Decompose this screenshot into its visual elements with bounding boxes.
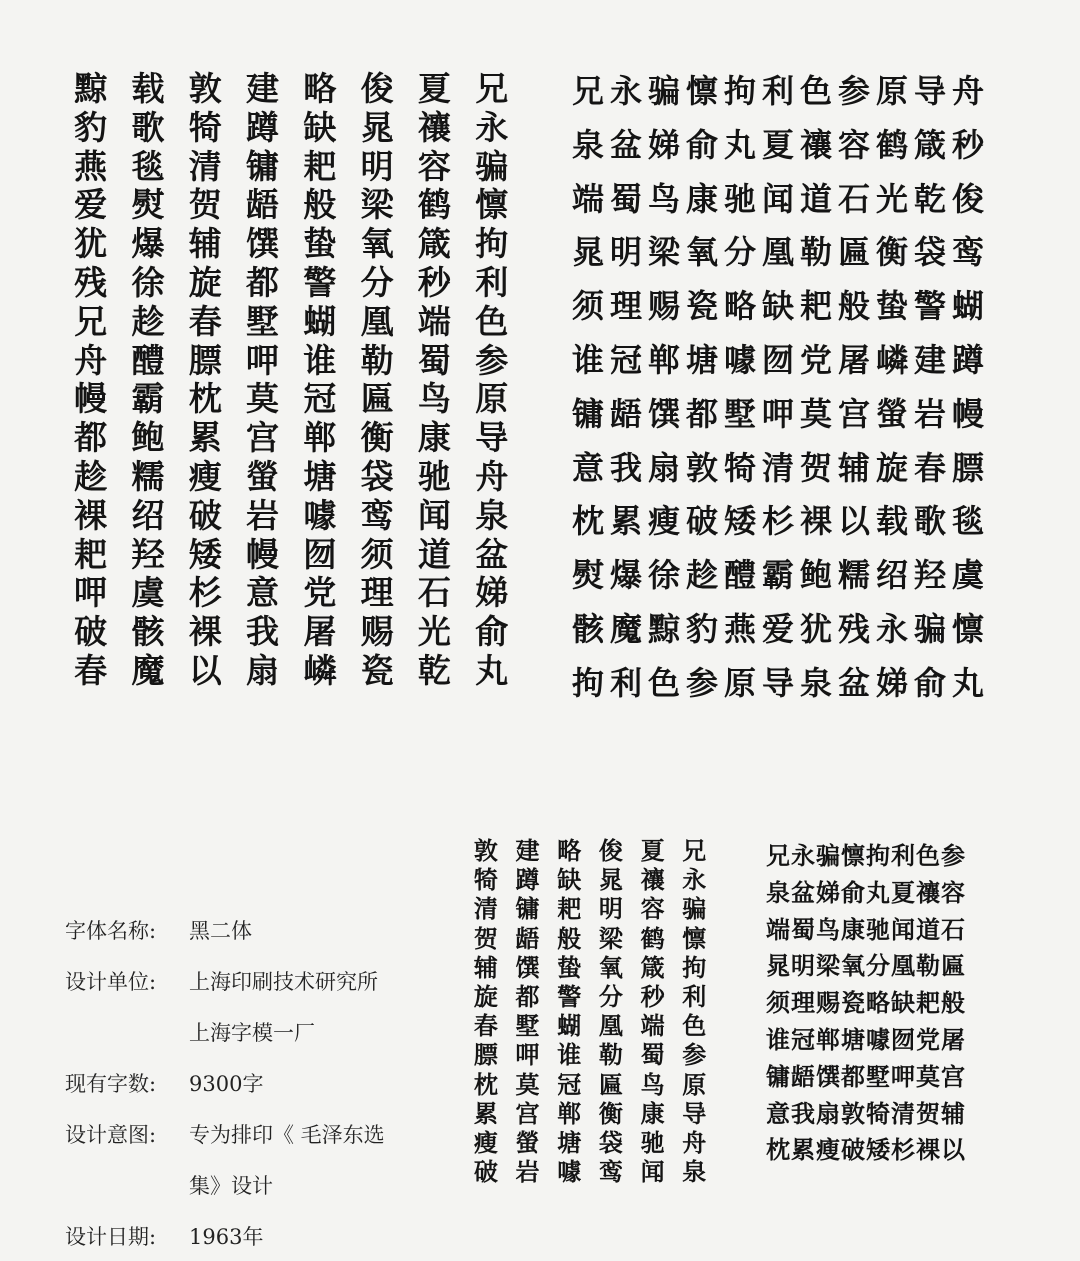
top-left-vertical-specimen — [62, 70, 520, 691]
specimen-glyph: 莫 — [515, 1070, 540, 1099]
specimen-glyph: 羟 — [131, 534, 165, 574]
specimen-glyph: 舟 — [74, 340, 108, 380]
specimen-glyph: 夏 — [640, 837, 665, 865]
specimen-glyph: 墅 — [515, 1012, 540, 1041]
specimen-glyph: 勒 — [360, 340, 394, 380]
specimen-glyph: 骗 — [475, 146, 509, 186]
specimen-glyph: 懔 — [475, 185, 509, 225]
specimen-glyph: 石 — [417, 573, 451, 613]
specimen-glyph: 导 — [475, 418, 509, 458]
specimen-glyph: 禳 — [640, 866, 665, 895]
specimen-glyph: 党 — [303, 573, 337, 613]
specimen-glyph: 清 — [473, 895, 498, 924]
specimen-glyph: 分 — [598, 983, 623, 1012]
specimen-glyph: 累 — [188, 418, 222, 458]
specimen-glyph: 匾 — [360, 379, 394, 419]
count-label: 现有字数: — [65, 1071, 157, 1096]
font-info-block — [65, 904, 385, 1261]
specimen-glyph: 呷 — [74, 573, 108, 613]
specimen-glyph: 道 — [417, 534, 451, 574]
specimen-line: 泉盆娣俞丸夏禳容鹤箴秒 — [572, 125, 991, 164]
specimen-glyph: 裸 — [188, 612, 222, 652]
specimen-glyph: 冠 — [303, 379, 337, 419]
specimen-glyph: 黥 — [74, 69, 108, 108]
specimen-glyph: 拘 — [475, 224, 509, 264]
font-name-row — [65, 904, 385, 955]
specimen-glyph: 闻 — [640, 1158, 665, 1187]
specimen-glyph: 破 — [74, 612, 108, 652]
specimen-glyph: 色 — [682, 1012, 707, 1041]
specimen-glyph: 累 — [473, 1099, 498, 1128]
specimen-glyph: 秒 — [640, 983, 665, 1012]
specimen-glyph: 驰 — [417, 456, 451, 496]
specimen-line: 拘利色参原导泉盆娣俞丸 — [572, 663, 991, 702]
specimen-glyph: 泉 — [475, 495, 509, 535]
specimen-glyph: 嶙 — [303, 650, 337, 690]
specimen-glyph: 犹 — [74, 224, 108, 264]
specimen-glyph: 膘 — [188, 340, 222, 380]
specimen-glyph: 秒 — [417, 262, 451, 302]
specimen-glyph: 永 — [475, 107, 509, 147]
specimen-line: 镛龉馔都墅呷莫宫 — [766, 1062, 966, 1091]
specimen-glyph: 端 — [640, 1012, 665, 1041]
specimen-glyph: 毯 — [131, 146, 165, 186]
specimen-glyph: 镛 — [515, 895, 540, 924]
specimen-glyph: 裸 — [74, 495, 108, 535]
specimen-glyph: 宫 — [515, 1099, 540, 1128]
specimen-glyph: 辅 — [473, 953, 498, 982]
date-row — [65, 1210, 385, 1261]
specimen-glyph: 莫 — [246, 379, 280, 419]
specimen-glyph: 魔 — [131, 650, 165, 690]
specimen-glyph: 骗 — [682, 895, 707, 924]
specimen-glyph: 载 — [131, 69, 165, 108]
specimen-glyph: 噱 — [557, 1158, 582, 1187]
specimen-glyph: 墅 — [246, 301, 280, 341]
specimen-glyph: 箴 — [640, 953, 665, 982]
specimen-glyph: 犄 — [188, 107, 222, 147]
specimen-glyph: 幔 — [246, 534, 280, 574]
intent-value-1: 专为排印《 毛泽东选 — [189, 1122, 385, 1147]
specimen-glyph: 兄 — [682, 837, 707, 865]
specimen-glyph: 衡 — [598, 1099, 623, 1128]
specimen-line: 须理赐瓷略缺耙般蛰警蝴 — [572, 287, 991, 326]
specimen-line: 枕累瘦破矮杉裸以载歌毯 — [572, 502, 991, 541]
specimen-glyph: 鹤 — [640, 924, 665, 953]
specimen-glyph: 鸟 — [417, 379, 451, 419]
specimen-glyph: 蝴 — [303, 301, 337, 341]
specimen-glyph: 馔 — [515, 953, 540, 982]
specimen-glyph: 凰 — [360, 301, 394, 341]
specimen-glyph: 舟 — [682, 1129, 707, 1158]
bottom-middle-vertical-specimen — [465, 837, 715, 1187]
specimen-line: 端蜀鸟康驰闻道石 — [766, 915, 966, 944]
specimen-glyph: 晁 — [360, 107, 394, 147]
specimen-glyph: 瘦 — [188, 456, 222, 496]
specimen-glyph: 犄 — [473, 866, 498, 895]
specimen-glyph: 爆 — [131, 224, 165, 264]
specimen-glyph: 敦 — [188, 69, 222, 108]
specimen-column — [673, 837, 715, 1187]
specimen-glyph: 糯 — [131, 456, 165, 496]
specimen-glyph: 趁 — [74, 456, 108, 496]
specimen-glyph: 俊 — [598, 837, 623, 865]
count-row — [65, 1057, 385, 1108]
specimen-column — [548, 837, 590, 1187]
specimen-glyph: 贺 — [473, 924, 498, 953]
specimen-glyph: 参 — [475, 340, 509, 380]
specimen-glyph: 冠 — [557, 1070, 582, 1099]
font-name-value: 黑二体 — [189, 918, 252, 943]
specimen-glyph: 匾 — [598, 1070, 623, 1099]
intent-value-2: 集》设计 — [189, 1173, 273, 1198]
specimen-glyph: 噱 — [303, 495, 337, 535]
specimen-line: 端蜀鸟康驰闻道石光乾俊 — [572, 179, 991, 218]
specimen-glyph: 塘 — [303, 456, 337, 496]
specimen-glyph: 郸 — [557, 1099, 582, 1128]
specimen-glyph: 绍 — [131, 495, 165, 535]
specimen-glyph: 辅 — [188, 224, 222, 264]
specimen-glyph: 囫 — [303, 534, 337, 574]
date-value: 1963年 — [189, 1224, 264, 1249]
specimen-glyph: 警 — [557, 983, 582, 1012]
specimen-glyph: 蜀 — [640, 1041, 665, 1070]
specimen-glyph: 蹲 — [515, 866, 540, 895]
specimen-glyph: 警 — [303, 262, 337, 302]
specimen-glyph: 耙 — [74, 534, 108, 574]
designer-label: 设计单位: — [65, 969, 157, 994]
specimen-glyph: 屠 — [303, 612, 337, 652]
specimen-glyph: 矮 — [188, 534, 222, 574]
specimen-glyph: 枕 — [473, 1070, 498, 1099]
specimen-glyph: 蛰 — [303, 224, 337, 264]
intent-row-2 — [65, 1159, 385, 1210]
specimen-glyph: 我 — [246, 612, 280, 652]
specimen-glyph: 爱 — [74, 185, 108, 225]
specimen-line: 须理赐瓷略缺耙般 — [766, 989, 966, 1018]
specimen-glyph: 龉 — [515, 924, 540, 953]
specimen-glyph: 清 — [188, 146, 222, 186]
specimen-glyph: 贺 — [188, 185, 222, 225]
specimen-glyph: 梁 — [360, 185, 394, 225]
specimen-line: 晁明梁氧分凰勒匾衡袋鸾 — [572, 233, 991, 272]
specimen-glyph: 蝴 — [557, 1012, 582, 1041]
intent-row — [65, 1108, 385, 1159]
specimen-glyph: 闻 — [417, 495, 451, 535]
specimen-glyph: 容 — [417, 146, 451, 186]
specimen-glyph: 衡 — [360, 418, 394, 458]
specimen-glyph: 赐 — [360, 612, 394, 652]
specimen-glyph: 娣 — [475, 573, 509, 613]
specimen-glyph: 参 — [682, 1041, 707, 1070]
specimen-glyph: 蜀 — [417, 340, 451, 380]
specimen-glyph: 呷 — [246, 340, 280, 380]
specimen-glyph: 拘 — [682, 953, 707, 982]
specimen-glyph: 春 — [473, 1012, 498, 1041]
specimen-glyph: 晁 — [598, 866, 623, 895]
specimen-glyph: 永 — [682, 866, 707, 895]
specimen-glyph: 泉 — [682, 1158, 707, 1187]
specimen-glyph: 谁 — [557, 1041, 582, 1070]
specimen-glyph: 懔 — [682, 924, 707, 953]
specimen-glyph: 塘 — [557, 1129, 582, 1158]
specimen-glyph: 原 — [475, 379, 509, 419]
specimen-glyph: 利 — [682, 983, 707, 1012]
specimen-glyph: 枕 — [188, 379, 222, 419]
specimen-glyph: 般 — [557, 924, 582, 953]
specimen-glyph: 氧 — [360, 224, 394, 264]
specimen-glyph: 岩 — [246, 495, 280, 535]
designer-value-2: 上海字模一厂 — [189, 1020, 315, 1045]
specimen-line: 枕累瘦破矮杉裸以 — [766, 1136, 966, 1165]
specimen-line: 兄永骗懔拘利色参 — [766, 842, 966, 870]
specimen-glyph: 熨 — [131, 185, 165, 225]
specimen-glyph: 杉 — [188, 573, 222, 613]
specimen-glyph: 夏 — [417, 69, 451, 108]
specimen-glyph: 略 — [303, 69, 337, 108]
specimen-glyph: 郸 — [303, 418, 337, 458]
specimen-glyph: 霸 — [131, 379, 165, 419]
designer-row — [65, 955, 385, 1006]
specimen-glyph: 豹 — [74, 107, 108, 147]
specimen-glyph: 梁 — [598, 924, 623, 953]
specimen-line: 谁冠郸塘噱囫党屠 — [766, 1025, 966, 1054]
specimen-glyph: 须 — [360, 534, 394, 574]
specimen-glyph: 破 — [188, 495, 222, 535]
specimen-glyph: 鸟 — [640, 1070, 665, 1099]
count-value: 9300字 — [189, 1071, 264, 1096]
specimen-glyph: 旋 — [473, 983, 498, 1012]
specimen-glyph: 分 — [360, 262, 394, 302]
specimen-glyph: 瘦 — [473, 1129, 498, 1158]
specimen-glyph: 镛 — [246, 146, 280, 186]
specimen-glyph: 扇 — [246, 650, 280, 690]
specimen-line: 晁明梁氧分凰勒匾 — [766, 952, 966, 981]
specimen-glyph: 鸾 — [598, 1158, 623, 1187]
specimen-glyph: 耙 — [557, 895, 582, 924]
specimen-line: 熨爆徐趁醴霸鲍糯绍羟虞 — [572, 556, 991, 595]
specimen-column — [463, 70, 520, 691]
specimen-glyph: 勒 — [598, 1041, 623, 1070]
specimen-glyph: 螢 — [246, 456, 280, 496]
specimen-glyph: 袋 — [598, 1129, 623, 1158]
specimen-column — [465, 837, 507, 1187]
specimen-glyph: 鲍 — [131, 418, 165, 458]
specimen-line: 镛龉馔都墅呷莫宫螢岩幔 — [572, 394, 991, 433]
specimen-glyph: 箴 — [417, 224, 451, 264]
designer-row-2 — [65, 1006, 385, 1057]
specimen-glyph: 岩 — [515, 1158, 540, 1187]
specimen-glyph: 盆 — [475, 534, 509, 574]
specimen-glyph: 残 — [74, 262, 108, 302]
specimen-glyph: 丸 — [475, 650, 509, 690]
specimen-column — [406, 70, 463, 691]
specimen-glyph: 趁 — [131, 301, 165, 341]
specimen-glyph: 幔 — [74, 379, 108, 419]
specimen-glyph: 谁 — [303, 340, 337, 380]
specimen-glyph: 康 — [640, 1099, 665, 1128]
date-label: 设计日期: — [65, 1224, 157, 1249]
specimen-glyph: 呷 — [515, 1041, 540, 1070]
specimen-glyph: 明 — [360, 146, 394, 186]
specimen-glyph: 燕 — [74, 146, 108, 186]
designer-value-1: 上海印刷技术研究所 — [189, 969, 378, 994]
specimen-glyph: 凰 — [598, 1012, 623, 1041]
specimen-column — [119, 70, 176, 691]
specimen-glyph: 氧 — [598, 953, 623, 982]
specimen-glyph: 虞 — [131, 573, 165, 613]
specimen-line: 谁冠郸塘噱囫党屠嶙建蹲 — [572, 340, 991, 379]
specimen-glyph: 袋 — [360, 456, 394, 496]
specimen-glyph: 略 — [557, 837, 582, 865]
specimen-column — [590, 837, 632, 1187]
specimen-glyph: 原 — [682, 1070, 707, 1099]
font-name-label: 字体名称: — [65, 918, 157, 943]
bottom-right-horizontal-specimen — [766, 838, 966, 1169]
specimen-glyph: 醴 — [131, 340, 165, 380]
specimen-glyph: 徐 — [131, 262, 165, 302]
specimen-glyph: 膘 — [473, 1041, 498, 1070]
specimen-glyph: 都 — [515, 983, 540, 1012]
specimen-glyph: 康 — [417, 418, 451, 458]
specimen-column — [62, 70, 119, 691]
specimen-glyph: 以 — [188, 650, 222, 690]
specimen-column — [507, 837, 549, 1187]
specimen-line: 泉盆娣俞丸夏禳容 — [766, 878, 966, 907]
specimen-glyph: 建 — [515, 837, 540, 865]
specimen-glyph: 春 — [74, 650, 108, 690]
specimen-glyph: 禳 — [417, 107, 451, 147]
specimen-glyph: 螢 — [515, 1129, 540, 1158]
specimen-glyph: 兄 — [74, 301, 108, 341]
top-right-horizontal-specimen — [572, 65, 990, 711]
specimen-glyph: 宫 — [246, 418, 280, 458]
specimen-glyph: 容 — [640, 895, 665, 924]
specimen-column — [177, 70, 234, 691]
specimen-glyph: 导 — [682, 1099, 707, 1128]
specimen-glyph: 兄 — [475, 69, 509, 108]
specimen-glyph: 旋 — [188, 262, 222, 302]
specimen-glyph: 理 — [360, 573, 394, 613]
specimen-line: 骸魔黥豹燕爱犹残永骗懔 — [572, 609, 991, 648]
specimen-glyph: 缺 — [303, 107, 337, 147]
specimen-glyph: 俊 — [360, 69, 394, 108]
specimen-glyph: 意 — [246, 573, 280, 613]
specimen-glyph: 光 — [417, 612, 451, 652]
specimen-glyph: 般 — [303, 185, 337, 225]
specimen-glyph: 缺 — [557, 866, 582, 895]
specimen-glyph: 端 — [417, 301, 451, 341]
specimen-glyph: 蹲 — [246, 107, 280, 147]
specimen-line: 意我扇敦犄清贺辅旋春膘 — [572, 448, 991, 487]
specimen-glyph: 建 — [246, 69, 280, 108]
specimen-column — [632, 837, 674, 1187]
specimen-glyph: 明 — [598, 895, 623, 924]
specimen-line: 意我扇敦犄清贺辅 — [766, 1099, 966, 1128]
specimen-column — [234, 70, 291, 691]
specimen-column — [348, 70, 405, 691]
specimen-glyph: 春 — [188, 301, 222, 341]
specimen-glyph: 驰 — [640, 1129, 665, 1158]
specimen-glyph: 色 — [475, 301, 509, 341]
specimen-glyph: 龉 — [246, 185, 280, 225]
specimen-glyph: 乾 — [417, 650, 451, 690]
specimen-glyph: 利 — [475, 262, 509, 302]
specimen-glyph: 耙 — [303, 146, 337, 186]
specimen-glyph: 鹤 — [417, 185, 451, 225]
specimen-glyph: 歌 — [131, 107, 165, 147]
specimen-glyph: 都 — [74, 418, 108, 458]
intent-label: 设计意图: — [65, 1122, 157, 1147]
specimen-glyph: 俞 — [475, 612, 509, 652]
specimen-glyph: 骸 — [131, 612, 165, 652]
specimen-glyph: 都 — [246, 262, 280, 302]
specimen-glyph: 鸾 — [360, 495, 394, 535]
specimen-glyph: 敦 — [473, 837, 498, 865]
specimen-glyph: 舟 — [475, 456, 509, 496]
specimen-glyph: 破 — [473, 1158, 498, 1187]
specimen-glyph: 瓷 — [360, 650, 394, 690]
specimen-glyph: 蛰 — [557, 953, 582, 982]
specimen-line: 兄永骗懔拘利色参原导舟 — [572, 72, 991, 110]
specimen-column — [291, 70, 348, 691]
specimen-glyph: 馔 — [246, 224, 280, 264]
